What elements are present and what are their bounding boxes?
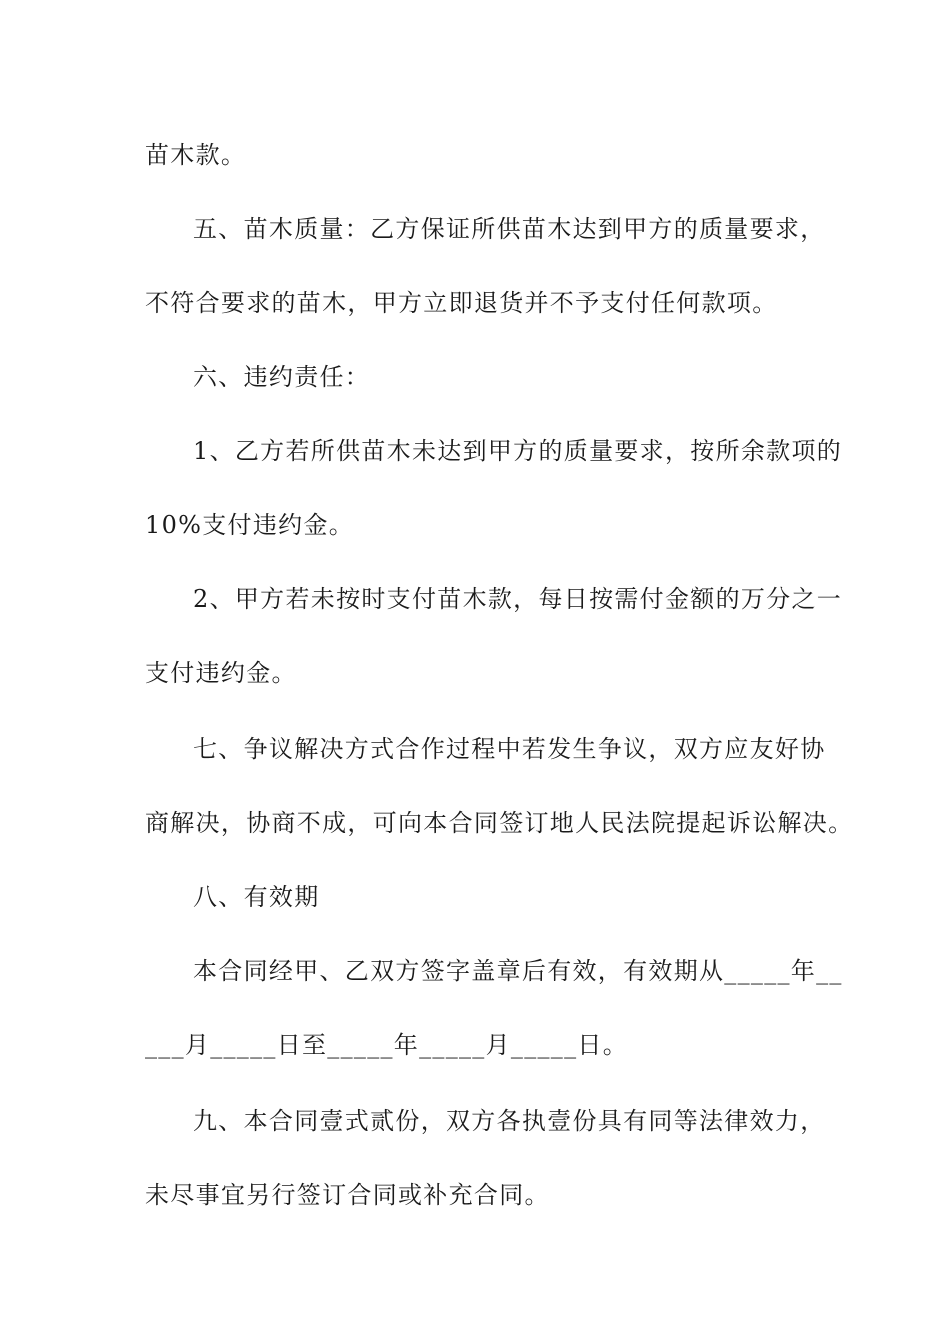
text-line: 商解决，协商不成，可向本合同签订地人民法院提起诉讼解决。: [145, 809, 854, 837]
text-line: 不符合要求的苗木，甲方立即退货并不予支付任何款项。: [145, 289, 778, 317]
text-line: 未尽事宜另行签订合同或补充合同。: [145, 1181, 550, 1209]
text-line: ___月_____日至_____年_____月_____日。: [145, 1031, 628, 1059]
text-line: 苗木款。: [145, 141, 247, 169]
section-nine-heading-line: 九、本合同壹式贰份，双方各执壹份具有同等法律效力，: [193, 1107, 826, 1135]
clause-one-line: 1、乙方若所供苗木未达到甲方的质量要求，按所余款项的: [193, 437, 843, 465]
text-line: 支付违约金。: [145, 659, 297, 687]
text-line: 10%支付违约金。: [145, 511, 355, 539]
section-five-heading-line: 五、苗木质量：乙方保证所供苗木达到甲方的质量要求，: [193, 215, 826, 243]
validity-line: 本合同经甲、乙双方签字盖章后有效，有效期从_____年__: [193, 957, 843, 985]
section-eight-heading: 八、有效期: [193, 883, 320, 911]
clause-two-line: 2、甲方若未按时支付苗木款，每日按需付金额的万分之一: [193, 585, 843, 613]
section-seven-heading-line: 七、争议解决方式合作过程中若发生争议，双方应友好协: [193, 735, 826, 763]
section-six-heading: 六、违约责任：: [193, 363, 371, 391]
